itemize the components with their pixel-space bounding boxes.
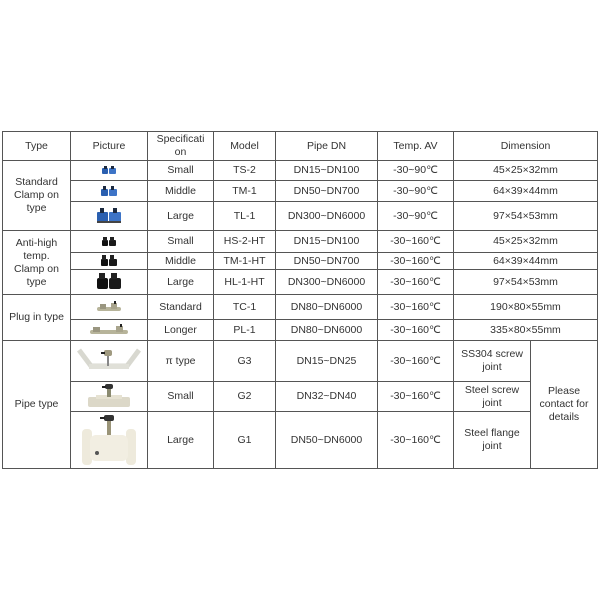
picture-cell	[71, 202, 148, 231]
picture-cell	[71, 341, 148, 382]
model-cell: HS-2-HT	[214, 231, 276, 253]
spec-cell: π type	[148, 341, 214, 382]
temp-cell: -30~160℃	[378, 382, 454, 412]
model-cell: PL-1	[214, 320, 276, 341]
blue-large-clamp-sensor-icon	[96, 208, 122, 224]
temp-cell: -30~160℃	[378, 253, 454, 270]
temp-cell: -30~160℃	[378, 341, 454, 382]
dimension-cell: 64×39×44mm	[454, 253, 598, 270]
spec-cell: Large	[148, 202, 214, 231]
table-row	[3, 412, 598, 469]
dimension-cell: 45×25×32mm	[454, 231, 598, 253]
plug-in-standard-sensor-icon	[96, 301, 122, 313]
model-cell: TL-1	[214, 202, 276, 231]
pipe-dn-cell: DN15~DN25	[276, 341, 378, 382]
spec-cell: Small	[148, 231, 214, 253]
spec-cell: Standard	[148, 295, 214, 320]
joint-cell: Steel flange joint	[454, 412, 531, 469]
pipe-dn-cell: DN80~DN6000	[276, 295, 378, 320]
temp-cell: -30~90℃	[378, 161, 454, 181]
pipe-dn-cell: DN50~DN6000	[276, 412, 378, 469]
model-cell: TC-1	[214, 295, 276, 320]
dimension-cell: 45×25×32mm	[454, 161, 598, 181]
dimension-note-cell: Please contact for details	[531, 341, 598, 469]
dimension-cell: 97×54×53mm	[454, 270, 598, 295]
model-cell: TS-2	[214, 161, 276, 181]
header-type: Type	[3, 132, 71, 161]
temp-cell: -30~160℃	[378, 270, 454, 295]
plug-in-longer-sensor-icon	[89, 324, 129, 336]
type-cell: Anti-high temp. Clamp on type	[3, 231, 71, 295]
black-middle-clamp-sensor-icon	[100, 255, 118, 267]
picture-cell	[71, 231, 148, 253]
dimension-cell: 335×80×55mm	[454, 320, 598, 341]
type-cell: Pipe type	[3, 341, 71, 469]
dimension-cell: 64×39×44mm	[454, 181, 598, 202]
joint-cell: Steel screw joint	[454, 382, 531, 412]
table-row	[3, 382, 598, 412]
picture-cell	[71, 320, 148, 341]
joint-cell: SS304 screw joint	[454, 341, 531, 382]
pi-type-pipe-section-icon	[77, 346, 141, 376]
table-row	[3, 270, 598, 295]
temp-cell: -30~90℃	[378, 202, 454, 231]
spec-cell: Middle	[148, 181, 214, 202]
header-picture: Picture	[71, 132, 148, 161]
table-row	[3, 341, 598, 382]
table-row	[3, 202, 598, 231]
model-cell: TM-1	[214, 181, 276, 202]
spec-cell: Longer	[148, 320, 214, 341]
header-dimension: Dimension	[454, 132, 598, 161]
picture-cell	[71, 161, 148, 181]
model-cell: G3	[214, 341, 276, 382]
header-model: Model	[214, 132, 276, 161]
header-row	[3, 132, 598, 161]
picture-cell	[71, 253, 148, 270]
model-cell: HL-1-HT	[214, 270, 276, 295]
table-row	[3, 161, 598, 181]
pipe-dn-cell: DN32~DN40	[276, 382, 378, 412]
table-row	[3, 253, 598, 270]
picture-cell	[71, 382, 148, 412]
temp-cell: -30~90℃	[378, 181, 454, 202]
pipe-dn-cell: DN15~DN100	[276, 161, 378, 181]
table-row	[3, 295, 598, 320]
spec-cell: Middle	[148, 253, 214, 270]
temp-cell: -30~160℃	[378, 412, 454, 469]
table-row	[3, 181, 598, 202]
pipe-dn-cell: DN80~DN6000	[276, 320, 378, 341]
spec-cell: Small	[148, 382, 214, 412]
model-cell: G1	[214, 412, 276, 469]
picture-cell	[71, 295, 148, 320]
type-cell: Standard Clamp on type	[3, 161, 71, 231]
pipe-dn-cell: DN15~DN100	[276, 231, 378, 253]
blue-small-clamp-sensor-icon	[101, 166, 117, 175]
header-temp: Temp. AV	[378, 132, 454, 161]
dimension-cell: 97×54×53mm	[454, 202, 598, 231]
spec-cell: Large	[148, 412, 214, 469]
pipe-dn-cell: DN300~DN6000	[276, 202, 378, 231]
black-large-clamp-sensor-icon	[96, 273, 122, 291]
picture-cell	[71, 270, 148, 295]
pipe-dn-cell: DN50~DN700	[276, 181, 378, 202]
picture-cell	[71, 181, 148, 202]
black-small-clamp-sensor-icon	[101, 237, 117, 247]
pipe-dn-cell: DN50~DN700	[276, 253, 378, 270]
temp-cell: -30~160℃	[378, 231, 454, 253]
model-cell: TM-1-HT	[214, 253, 276, 270]
blue-middle-clamp-sensor-icon	[100, 186, 118, 197]
spec-cell: Small	[148, 161, 214, 181]
large-flanged-pipe-section-icon	[80, 413, 138, 467]
spec-table	[2, 131, 598, 469]
pipe-dn-cell: DN300~DN6000	[276, 270, 378, 295]
picture-cell	[71, 412, 148, 469]
table-row	[3, 231, 598, 253]
type-cell: Plug in type	[3, 295, 71, 341]
table-row	[3, 320, 598, 341]
temp-cell: -30~160℃	[378, 320, 454, 341]
dimension-cell: 190×80×55mm	[454, 295, 598, 320]
model-cell: G2	[214, 382, 276, 412]
header-pipe-dn: Pipe DN	[276, 132, 378, 161]
temp-cell: -30~160℃	[378, 295, 454, 320]
header-specification: Specificati on	[148, 132, 214, 161]
small-pipe-section-icon	[86, 383, 132, 411]
spec-cell: Large	[148, 270, 214, 295]
